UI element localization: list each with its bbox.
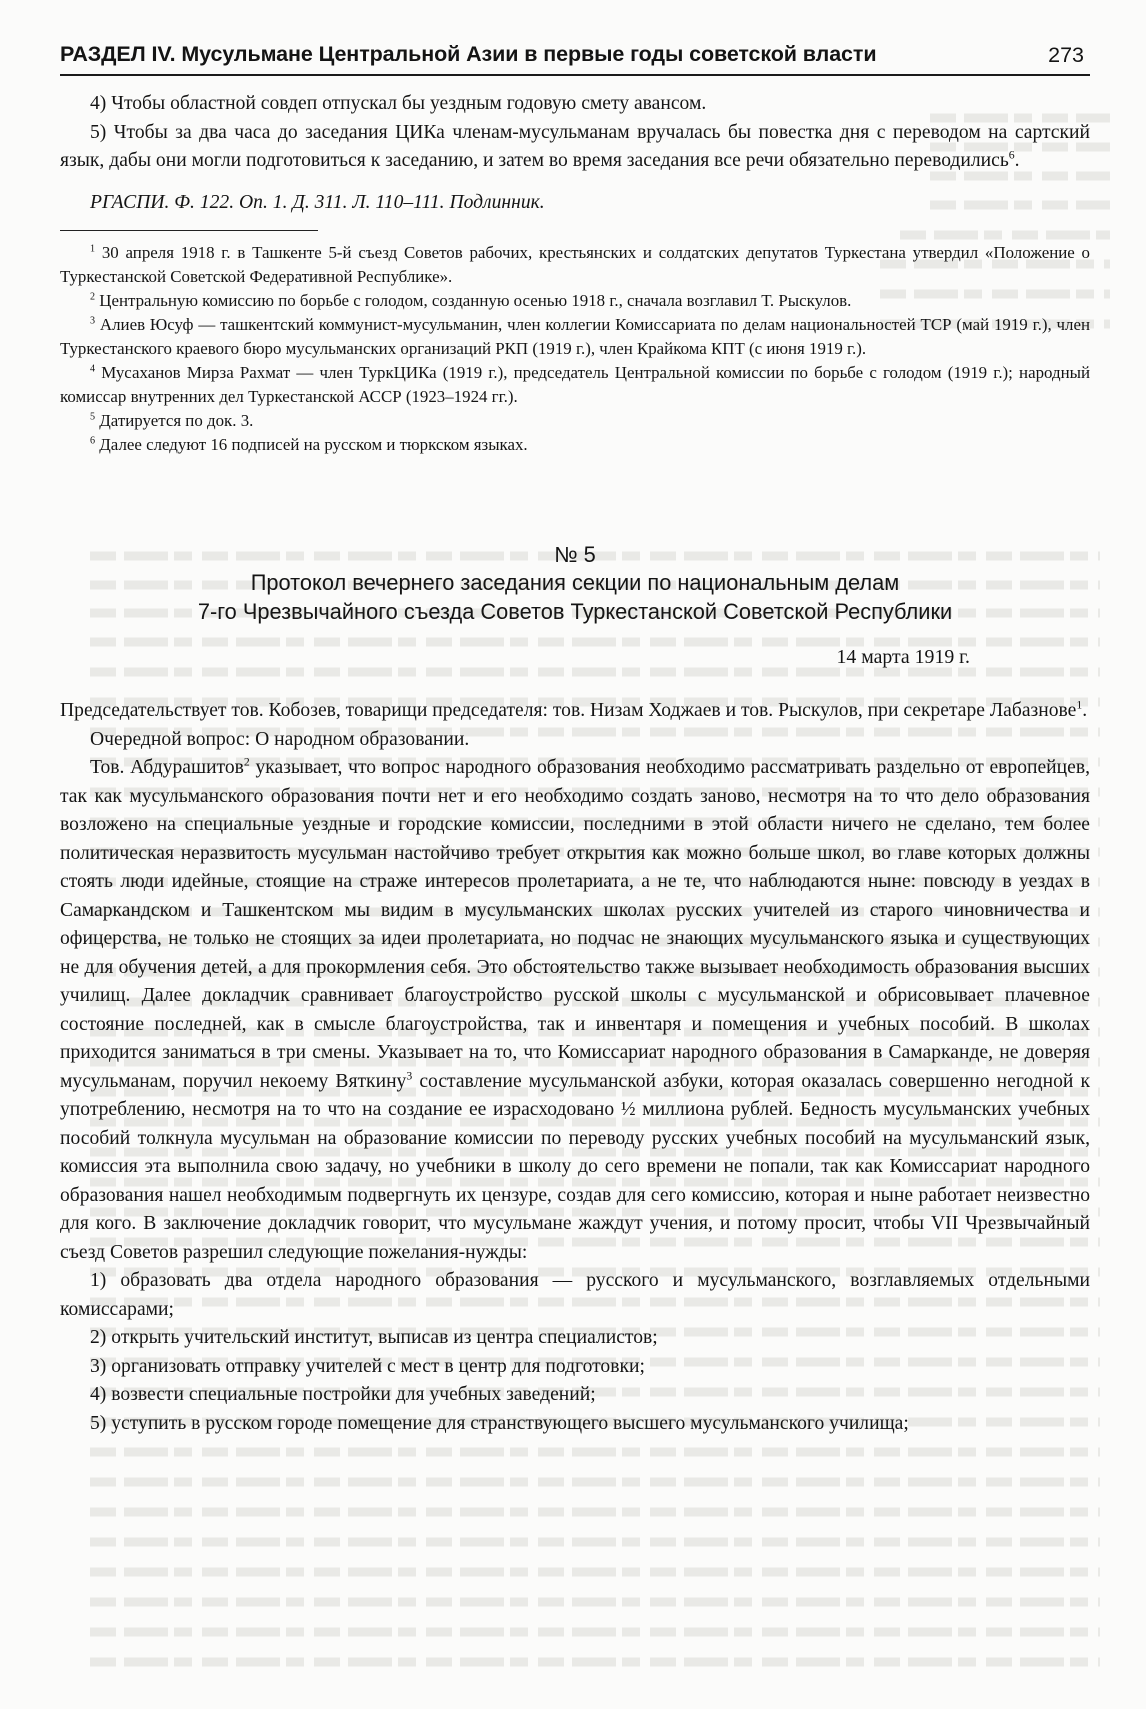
footnote-number: 1	[90, 243, 96, 255]
body-paragraph	[60, 1381, 1090, 1410]
text-run: 4) Чтобы областной совдеп отпускал бы уездным годовую смету авансом.	[90, 93, 707, 114]
text-run: 5) уступить в русском городе помещение для странствующего высшего мусульманского училища;	[90, 1412, 909, 1434]
body-paragraph	[60, 1267, 1090, 1324]
document-title-line-2: 7-го Чрезвычайного съезда Советов Туркестанской Советской Республики	[197, 598, 953, 624]
running-header	[60, 34, 1090, 76]
text-run: Тов. Абдурашитов	[90, 757, 244, 779]
footnote-text: Датируется по док. 3.	[95, 410, 254, 430]
body-paragraph	[60, 754, 1090, 1267]
footnote-text: Алиев Юсуф — ташкентский коммунист-мусульманин, член коллегии Комиссариата по делам национальностей ТСР (май 1919 г.), член Туркестанского краевого бюро мусульманских организаций РКП (1919 г.), член Крайкома КПТ (с июня 1919 г.).	[60, 314, 1090, 358]
previous-document-tail	[60, 90, 1090, 176]
text-run: 2) открыть учительский институт, выписав из центра специалистов;	[90, 1327, 658, 1349]
book-page	[60, 34, 1090, 1438]
footnote-marker: 1	[1076, 699, 1083, 712]
document-number: № 5	[554, 541, 596, 567]
text-run: 4) возвести специальные постройки для учебных заведений;	[90, 1384, 596, 1406]
footnote-number: 2	[90, 291, 96, 303]
footnotes	[60, 241, 1090, 457]
document-date: 14 марта 1919 г.	[836, 646, 970, 669]
archival-source: РГАСПИ. Ф. 122. Оп. 1. Д. 311. Л. 110–111. Подлинник.	[90, 191, 545, 213]
body-paragraph	[60, 726, 1090, 755]
footnote	[60, 289, 1090, 313]
body-paragraph	[60, 1410, 1090, 1439]
footnote-number: 5	[90, 411, 96, 423]
footnote-number: 4	[90, 363, 96, 375]
text-run: 1) образовать два отдела народного образования — русского и мусульманского, возглавляемых отдельными комиссарами;	[60, 1270, 1090, 1320]
body-paragraph	[60, 1324, 1090, 1353]
text-run: .	[1014, 150, 1020, 172]
document-body	[60, 697, 1090, 1438]
footnote-text: 30 апреля 1918 г. в Ташкенте 5-й съезд Советов рабочих, крестьянских и солдатских депутатов Туркестана утвердил «Положение о Туркестанской Советской Федеративной Республике».	[60, 242, 1090, 286]
numbered-demand	[60, 90, 1090, 119]
footnote-marker: 6	[1008, 148, 1015, 162]
footnote	[60, 313, 1090, 361]
text-run: 3) организовать отправку учителей с мест в центр для подготовки;	[90, 1355, 645, 1377]
footnote-text: Далее следуют 16 подписей на русском и тюркском языках.	[95, 434, 528, 454]
text-run: составление мусульманской азбуки, которая оказалась совершенно негодной к употреблению, несмотря на то что на создание ее израсходовано ½ миллиона рублей. Бедность мусульманских учебных пособий толкнула мусульман на образование комиссии по переводу русских учебных пособий на мусульманский язык, комиссия эта выполнила свою задачу, но учебники в школу до сего времени не попали, так как Комиссариат народного образования нашел необходимым подвергнуть их цензуре, создав для сего комиссию, которая и ныне работает неизвестно для кого. В заключение докладчик говорит, что мусульмане жаждут учения, и потому просит, чтобы VII Чрезвычайный съезд Советов разрешил следующие пожелания-нужды:	[60, 1070, 1090, 1263]
footnote-divider	[60, 230, 318, 231]
text-run: .	[1082, 700, 1088, 722]
page-number: 273	[1048, 43, 1084, 67]
footnote	[60, 241, 1090, 289]
footnote-text: Мусаханов Мирза Рахмат — член ТуркЦИКа (1919 г.), председатель Центральной комиссии по борьбе с голодом (1919 г.); народный комиссар внутренних дел Туркестанской АССР (1923–1924 гг.).	[60, 362, 1090, 406]
footnote-number: 6	[90, 435, 96, 447]
footnote-number: 3	[90, 315, 96, 327]
document-heading	[60, 541, 1090, 627]
body-paragraph	[60, 697, 1090, 726]
section-title: РАЗДЕЛ IV. Мусульмане Центральной Азии в первые годы советской власти	[60, 42, 877, 66]
footnote-marker: 3	[406, 1069, 413, 1083]
text-run: 5) Чтобы за два часа до заседания ЦИКа членам-мусульманам вручалась бы повестка дня с переводом на сартский язык, дабы они могли подготовиться к заседанию, и затем во время заседания все речи обязательно переводились	[60, 121, 1090, 172]
text-run: Председательствует тов. Кобозев, товарищи председателя: тов. Низам Ходжаев и тов. Рыскулов, при секретаре Лабазнове	[60, 700, 1077, 722]
footnote	[60, 433, 1090, 457]
numbered-demand	[60, 119, 1090, 176]
footnote-text: Центральную комиссию по борьбе с голодом, созданную осенью 1918 г., сначала возглавил Т. Рыскулов.	[95, 290, 852, 310]
footnote	[60, 409, 1090, 433]
text-run: Очередной вопрос: О народном образовании.	[90, 728, 470, 750]
footnote-marker: 2	[243, 756, 250, 769]
footnote	[60, 361, 1090, 409]
text-run: указывает, что вопрос народного образования необходимо рассматривать раздельно от европейцев, так как мусульманского образования почти нет и его необходимо создать заново, несмотря на то что дело образования возложено на специальные уездные и городские комиссии, последними в этой области ничего не сделано, тем более политическая неразвитость мусульман настойчиво требует открытия как можно больше школ, во главе которых должны стоять люди идейные, стоящие на страже интересов пролетариата, а не те, что наблюдаются ныне: повсюду в уездах в Самаркандском и Ташкентском мы видим в мусульманских школах русских учителей из старого чиновничества и офицерства, не только не стоящих за идеи пролетариата, но подчас не знающих мусульманского языка и существующих не для обучения детей, а для прокормления себя. Это обстоятельство также вызывает необходимость образования высших училищ. Далее докладчик сравнивает благоустройство русской школы с мусульманской и обрисовывает плачевное состояние последней, как в смысле благоустройства, так и инвентаря и помещения и учебных пособий. В школах приходится заниматься в три смены. Указывает на то, что Комиссариат народного образования в Самарканде, не доверяя мусульманам, поручил некоему Вяткину	[60, 757, 1090, 1092]
document-title-line-1: Протокол вечернего заседания секции по национальным делам	[250, 570, 900, 596]
body-paragraph	[60, 1353, 1090, 1382]
